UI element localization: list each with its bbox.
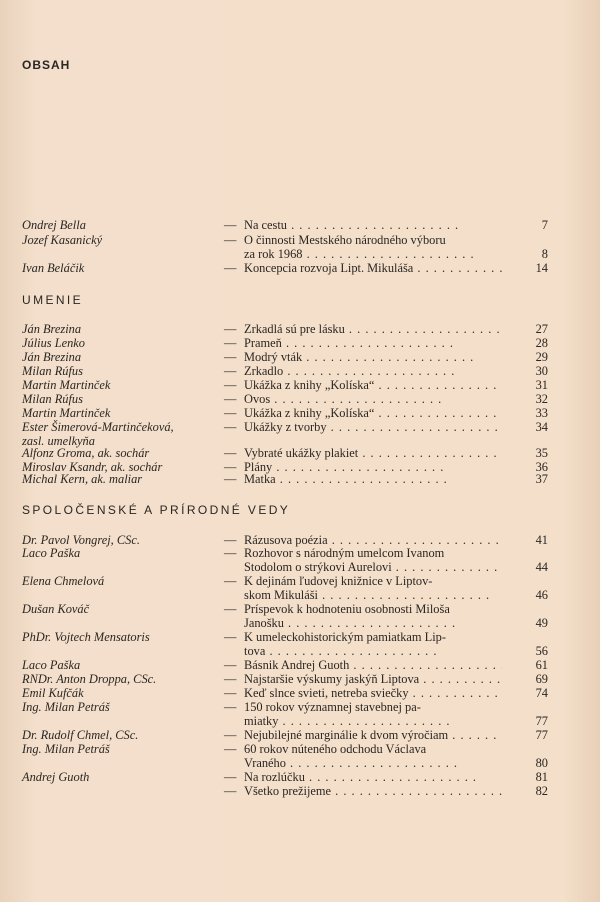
toc-entry-title: Prameň . . [244,336,502,350]
toc-dash: — [224,336,237,350]
toc-entry-title: Všetko prežijeme . . [244,784,502,798]
toc-author: Ester Šimerová-Martinčeková, [22,420,174,434]
toc-dash: — [224,728,237,742]
toc-entry-title: 150 rokov významnej stavebnej pa- [244,700,421,714]
toc-dash: — [224,672,237,686]
toc-dash: — [224,460,237,474]
toc-entry-title: K umeleckohistorickým pamiatkam Lip- [244,630,446,644]
toc-entry-title: Ukážky z tvorby . . [244,420,502,434]
toc-page-number: 41 [535,533,548,547]
toc-page-number: 31 [535,378,548,392]
page-title: OBSAH [22,58,71,72]
toc-dash: — [224,233,237,247]
toc-page-number: 29 [535,350,548,364]
toc-author: Laco Paška [22,658,81,672]
toc-author: Ondrej Bella [22,218,86,232]
toc-page-number: 8 [541,247,548,261]
toc-dash: — [224,533,237,547]
toc-dash: — [224,630,237,644]
toc-author: Andrej Guoth [22,770,90,784]
toc-entry-title: K dejinám ľudovej knižnice v Liptov- [244,574,433,588]
toc-page-number: 37 [535,472,548,486]
toc-dash: — [224,364,237,378]
toc-dash: — [224,392,237,406]
toc-entry-title: skom Mikuláši . . [244,588,502,602]
toc-entry-title: Janošku . . [244,616,502,630]
section-heading-umenie: UMENIE [22,293,84,307]
toc-entry-title: Najstaršie výskumy jaskýň Liptova . . [244,672,502,686]
toc-dash: — [224,406,237,420]
toc-page-number: 7 [541,218,548,232]
toc-page-number: 33 [535,406,548,420]
toc-author: zasl. umelkyňa [22,434,95,448]
toc-author: Miroslav Ksandr, ak. sochár [22,460,163,474]
toc-dash: — [224,322,237,336]
toc-author: Július Lenko [22,336,85,350]
toc-entry-title: Stodolom o strýkovi Aurelovi . . [244,560,502,574]
toc-page-number: 49 [535,616,548,630]
toc-entry-title: Plány . . [244,460,502,474]
toc-entry-title: Ukážka z knihy „Kolíska“ . . [244,378,502,392]
toc-dash: — [224,420,237,434]
toc-author: RNDr. Anton Droppa, CSc. [22,672,157,686]
toc-entry-title: Ovos . . [244,392,502,406]
toc-entry-title: Nejubilejné marginálie k dvom výročiam . . [244,728,502,742]
toc-page-number: 30 [535,364,548,378]
toc-author: Martin Martinček [22,406,111,420]
toc-page-number: 80 [535,756,548,770]
toc-dash: — [224,784,237,798]
toc-page-number: 14 [535,261,548,275]
toc-dash: — [224,770,237,784]
toc-page-number: 32 [535,392,548,406]
toc-author: Laco Paška [22,546,81,560]
toc-entry-title: O činnosti Mestského národného výboru [244,233,446,247]
toc-page-number: 74 [535,686,548,700]
toc-page-number: 28 [535,336,548,350]
toc-author: Ing. Milan Petráš [22,700,110,714]
section-heading-vedy: SPOLOČENSKÉ A PRÍRODNÉ VEDY [22,503,291,517]
toc-dash: — [224,700,237,714]
toc-entry-title: Na cestu . . [244,218,502,232]
toc-page-number: 81 [535,770,548,784]
toc-author: Dr. Rudolf Chmel, CSc. [22,728,139,742]
toc-page-number: 77 [535,714,548,728]
toc-entry-title: Rozhovor s národným umelcom Ivanom [244,546,445,560]
toc-dash: — [224,261,237,275]
toc-author: Michal Kern, ak. maliar [22,472,143,486]
toc-entry-title: miatky . . [244,714,502,728]
toc-author: Ján Brezina [22,350,82,364]
toc-author: Milan Rúfus [22,364,83,378]
toc-author: Elena Chmelová [22,574,105,588]
toc-dash: — [224,350,237,364]
toc-author: Martin Martinček [22,378,111,392]
toc-author: Ing. Milan Petráš [22,742,110,756]
toc-entry-title: Príspevok k hodnoteniu osobnosti Miloša [244,602,450,616]
toc-dash: — [224,546,237,560]
toc-dash: — [224,378,237,392]
toc-entry-title: Zrkadlá sú pre lásku . . [244,322,502,336]
toc-author: Milan Rúfus [22,392,83,406]
toc-page-number: 27 [535,322,548,336]
toc-entry-title: Modrý vták . . [244,350,502,364]
toc-dash: — [224,602,237,616]
toc-page-number: 46 [535,588,548,602]
toc-author: Ivan Beláčik [22,261,85,275]
toc-page-number: 36 [535,460,548,474]
toc-entry-title: Keď slnce svieti, netreba sviečky . . [244,686,502,700]
toc-page-number: 56 [535,644,548,658]
toc-entry-title: Vybraté ukážky plakiet . . [244,446,502,460]
toc-entry-title: Na rozlúčku . . [244,770,502,784]
toc-author: Dr. Pavol Vongrej, CSc. [22,533,140,547]
toc-entry-title: za rok 1968 . . [244,247,502,261]
toc-page-number: 35 [535,446,548,460]
toc-entry-title: 60 rokov núteného odchodu Václava [244,742,427,756]
toc-dash: — [224,658,237,672]
toc-entry-title: Rázusova poézia . . [244,533,502,547]
toc-entry-title: Vraného . . [244,756,502,770]
toc-dash: — [224,574,237,588]
toc-dash: — [224,686,237,700]
toc-author: Emil Kufčák [22,686,84,700]
toc-page-number: 44 [535,560,548,574]
toc-entry-title: tova . . [244,644,502,658]
toc-dash: — [224,446,237,460]
toc-entry-title: Ukážka z knihy „Kolíska“ . . [244,406,502,420]
toc-dash: — [224,472,237,486]
toc-page-number: 61 [535,658,548,672]
toc-page-number: 34 [535,420,548,434]
toc-author: Dušan Kováč [22,602,90,616]
toc-author: Alfonz Groma, ak. sochár [22,446,150,460]
toc-entry-title: Básnik Andrej Guoth . . [244,658,502,672]
toc-entry-title: Matka . . [244,472,502,486]
toc-author: PhDr. Vojtech Mensatoris [22,630,150,644]
toc-page-number: 77 [535,728,548,742]
toc-dash: — [224,218,237,232]
toc-author: Ján Brezina [22,322,82,336]
toc-entry-title: Koncepcia rozvoja Lipt. Mikuláša . . [244,261,502,275]
toc-author: Jozef Kasanický [22,233,103,247]
toc-page-number: 82 [535,784,548,798]
toc-dash: — [224,742,237,756]
toc-entry-title: Zrkadlo . . [244,364,502,378]
toc-page-number: 69 [535,672,548,686]
